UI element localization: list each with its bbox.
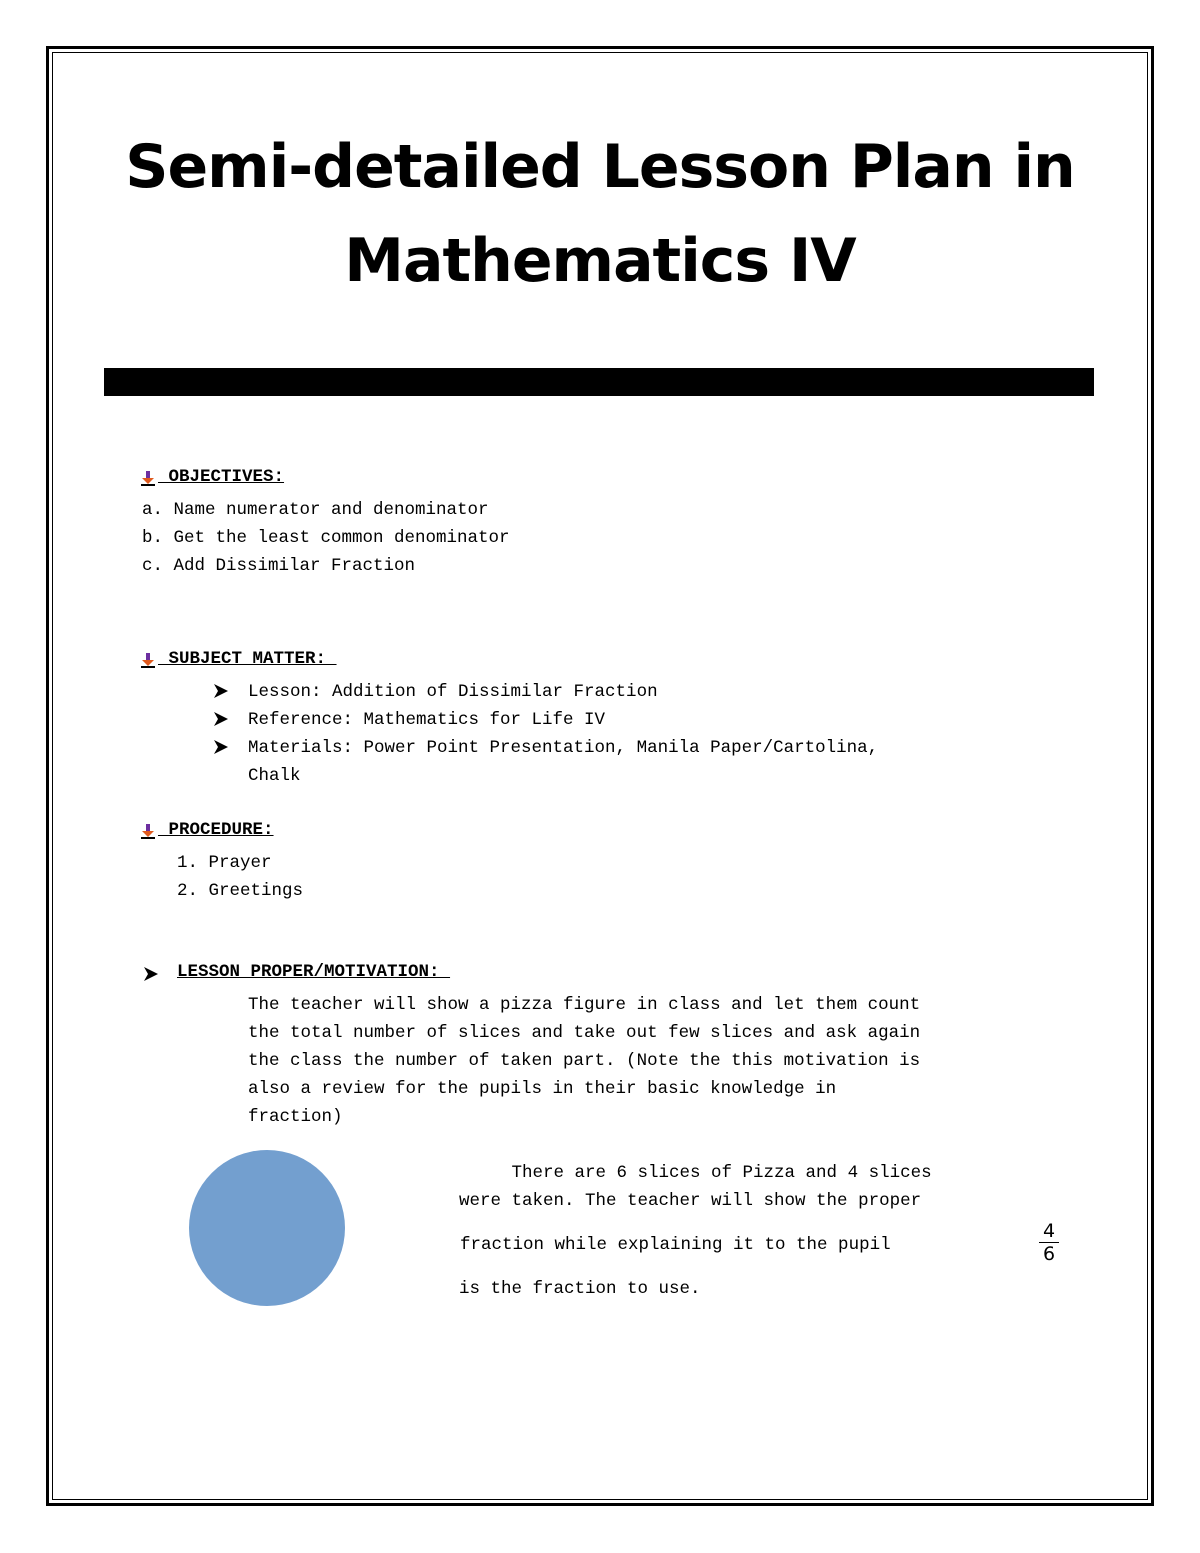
- arrowhead-bullet-icon: [143, 966, 159, 982]
- subject-matter-heading: SUBJECT MATTER:: [158, 649, 337, 669]
- title-line-2: Mathematics IV: [344, 226, 856, 296]
- objective-item: b. Get the least common denominator: [142, 528, 510, 548]
- procedure-item: 2. Greetings: [177, 881, 304, 901]
- lesson-paragraph-line: also a review for the pupils in their basic knowledge in: [248, 1079, 837, 1099]
- objective-item: c. Add Dissimilar Fraction: [142, 556, 416, 576]
- lesson-paragraph-line: fraction): [248, 1107, 343, 1127]
- pizza-text-line: were taken. The teacher will show the proper: [459, 1191, 922, 1211]
- document-title: [100, 120, 1100, 308]
- subject-matter-item: Reference: Mathematics for Life IV: [248, 710, 606, 730]
- lesson-paragraph-line: The teacher will show a pizza figure in class and let them count: [248, 995, 921, 1015]
- objective-item: a. Name numerator and denominator: [142, 500, 489, 520]
- fraction-four-sixths: [1036, 1220, 1062, 1265]
- arrowhead-bullet-icon: [213, 683, 229, 699]
- fraction-numerator: 4: [1042, 1220, 1056, 1242]
- lesson-proper-heading: LESSON PROPER/MOTIVATION:: [177, 962, 451, 982]
- procedure-item: 1. Prayer: [177, 853, 272, 873]
- title-divider-bar: [104, 368, 1094, 396]
- title-line-1: Semi-detailed Lesson Plan in: [125, 132, 1075, 202]
- down-arrow-bullet-icon: [140, 652, 156, 668]
- lesson-paragraph-line: the total number of slices and take out few slices and ask again: [248, 1023, 921, 1043]
- down-arrow-bullet-icon: [140, 823, 156, 839]
- pizza-text-line: There are 6 slices of Pizza and 4 slices: [459, 1163, 932, 1183]
- subject-matter-item: Materials: Power Point Presentation, Manila Paper/Cartolina,: [248, 738, 879, 758]
- procedure-heading: PROCEDURE:: [158, 820, 274, 840]
- pizza-text-line: is the fraction to use.: [459, 1279, 701, 1299]
- down-arrow-bullet-icon: [140, 470, 156, 486]
- objectives-heading: OBJECTIVES:: [158, 467, 285, 487]
- subject-matter-item: Lesson: Addition of Dissimilar Fraction: [248, 682, 658, 702]
- fraction-denominator: 6: [1042, 1243, 1056, 1265]
- pizza-text-line: fraction while explaining it to the pupil: [460, 1235, 891, 1255]
- lesson-paragraph-line: the class the number of taken part. (Note the this motivation is: [248, 1051, 921, 1071]
- arrowhead-bullet-icon: [213, 739, 229, 755]
- subject-matter-item-continued: Chalk: [248, 766, 301, 786]
- pizza-figure: [189, 1150, 345, 1306]
- arrowhead-bullet-icon: [213, 711, 229, 727]
